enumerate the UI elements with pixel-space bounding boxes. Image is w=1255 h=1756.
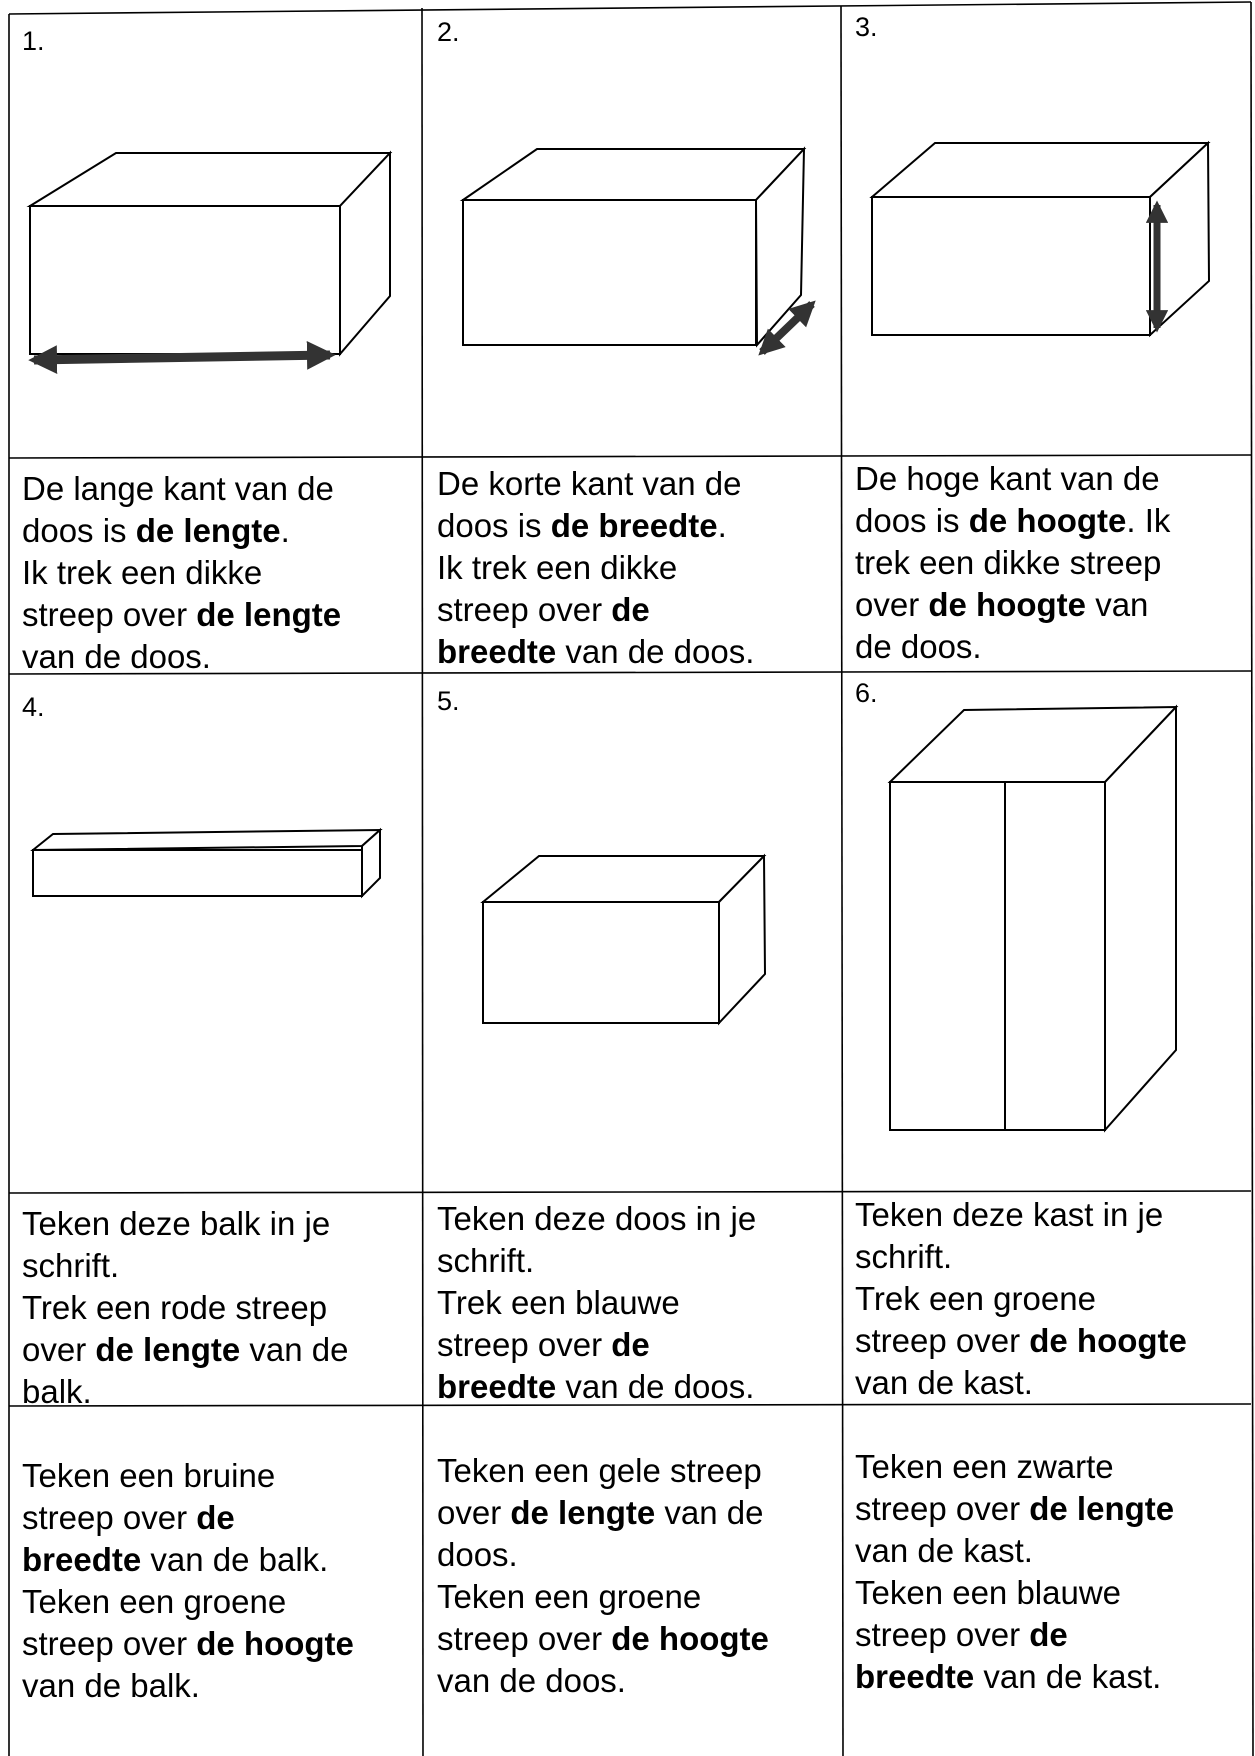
text-line: de doos. [855, 628, 982, 665]
text-line: doos. [437, 1536, 518, 1573]
cell-number-4: 4. [22, 692, 45, 722]
text-line: doos is de lengte. [22, 512, 290, 549]
text-line: trek een dikke streep [855, 544, 1162, 581]
cell-text-6 [855, 1194, 1187, 1698]
cell-text-5 [437, 1198, 769, 1702]
bold-term: breedte [855, 1658, 975, 1695]
bold-term: de lengte [135, 512, 281, 549]
text-line: over de hoogte van [855, 586, 1149, 623]
cell-text-3 [855, 458, 1170, 668]
text-line: schrift. [437, 1242, 535, 1279]
text-line: streep over de lengte [855, 1490, 1175, 1527]
cell-number-6: 6. [855, 678, 878, 708]
text-line: schrift. [855, 1238, 953, 1275]
cell-text-4 [22, 1203, 354, 1707]
text-line: van de doos. [437, 1662, 626, 1699]
text-line: Teken een zwarte [855, 1448, 1114, 1485]
text-line: De hoge kant van de [855, 460, 1160, 497]
text-line: streep over de [437, 1326, 650, 1363]
text-line: Teken deze kast in je [855, 1196, 1164, 1233]
text-line: Teken deze balk in je [22, 1205, 331, 1242]
text-line: over de lengte van de [22, 1331, 349, 1368]
text-line: over de lengte van de [437, 1494, 764, 1531]
text-line: breedte van de balk. [22, 1541, 329, 1578]
text-line: streep over de [855, 1616, 1068, 1653]
bold-term: de [196, 1499, 235, 1536]
text-line: van de balk. [22, 1667, 200, 1704]
text-line: Teken een blauwe [855, 1574, 1122, 1611]
cell-number-3: 3. [855, 12, 878, 42]
bold-term: de hoogte [611, 1620, 769, 1657]
bold-term: de lengte [510, 1494, 656, 1531]
cell-number-5: 5. [437, 686, 460, 716]
text-line: breedte van de kast. [855, 1658, 1162, 1695]
box-2-drawing [463, 149, 804, 345]
bold-term: de lengte [196, 596, 342, 633]
beam-drawing [33, 830, 380, 896]
box-5-drawing [483, 856, 765, 1023]
text-line: Trek een rode streep [22, 1289, 328, 1326]
text-line: streep over de hoogte [855, 1322, 1187, 1359]
bold-term: breedte [437, 1368, 557, 1405]
text-line: breedte van de doos. [437, 1368, 755, 1405]
cell-text-2 [437, 463, 754, 673]
text-line: doos is de hoogte. Ik [855, 502, 1171, 539]
text-line: balk. [22, 1373, 92, 1410]
text-line: van de kast. [855, 1532, 1033, 1569]
cell-number-1: 1. [22, 26, 45, 56]
text-line: Teken deze doos in je [437, 1200, 757, 1237]
text-line: streep over de lengte [22, 596, 342, 633]
text-line: streep over de [22, 1499, 235, 1536]
cell-text-1 [22, 468, 341, 678]
text-line [437, 1408, 769, 1450]
text-line: breedte van de doos. [437, 633, 755, 670]
cell-number-2: 2. [437, 17, 460, 47]
text-line: streep over de hoogte [22, 1625, 354, 1662]
text-line: Teken een groene [22, 1583, 287, 1620]
text-line: van de doos. [22, 638, 211, 675]
cabinet-drawing [890, 707, 1176, 1130]
text-line: Teken een gele streep [437, 1452, 762, 1489]
text-line: De lange kant van de [22, 470, 334, 507]
text-line: Teken een groene [437, 1578, 702, 1615]
text-line: streep over de [437, 591, 650, 628]
bold-term: de hoogte [1029, 1322, 1187, 1359]
text-line: schrift. [22, 1247, 120, 1284]
bold-term: de breedte [550, 507, 718, 544]
bold-term: de lengte [95, 1331, 241, 1368]
bold-term: de [611, 591, 650, 628]
box-1-drawing [30, 153, 390, 354]
text-line: Ik trek een dikke [22, 554, 263, 591]
text-line [22, 1413, 354, 1455]
bold-term: de lengte [1029, 1490, 1175, 1527]
text-line: De korte kant van de [437, 465, 742, 502]
text-line [855, 1404, 1187, 1446]
text-line: Teken een bruine [22, 1457, 276, 1494]
bold-term: de hoogte [928, 586, 1087, 623]
bold-term: breedte [437, 633, 557, 670]
text-line: doos is de breedte. [437, 507, 727, 544]
text-line: van de kast. [855, 1364, 1033, 1401]
bold-term: breedte [22, 1541, 142, 1578]
text-line: streep over de hoogte [437, 1620, 769, 1657]
bold-term: de hoogte [968, 502, 1127, 539]
length-arrow-icon [34, 355, 330, 360]
text-line: Trek een blauwe [437, 1284, 680, 1321]
text-line: Ik trek een dikke [437, 549, 678, 586]
text-line: Trek een groene [855, 1280, 1096, 1317]
bold-term: de hoogte [196, 1625, 354, 1662]
bold-term: de [611, 1326, 650, 1363]
bold-term: de [1029, 1616, 1068, 1653]
